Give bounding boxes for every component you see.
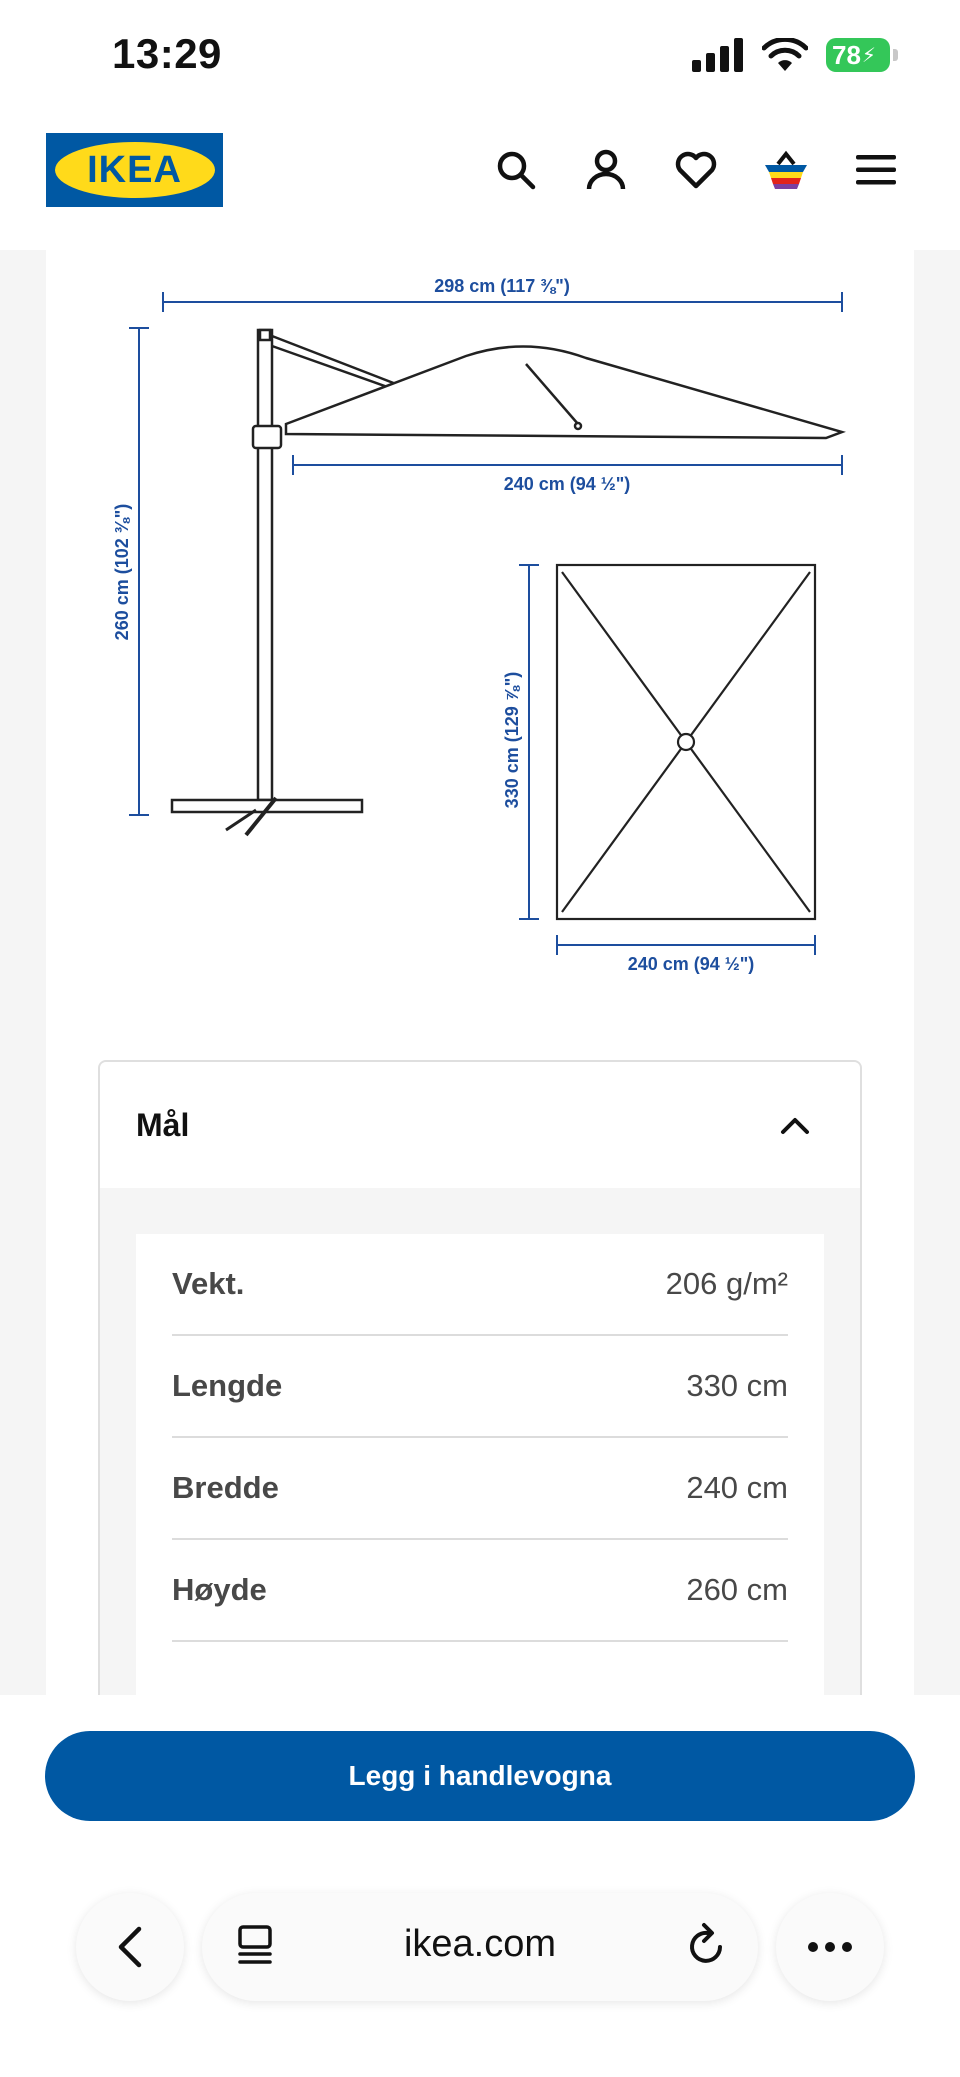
accordion-header[interactable]	[100, 1062, 860, 1188]
add-to-cart-bar	[0, 1695, 960, 1850]
label-canopy-width: 240 cm (94 ½")	[503, 474, 631, 494]
dimension-row-height	[172, 1540, 788, 1642]
umbrella-top-view	[557, 565, 815, 919]
search-icon	[494, 148, 538, 192]
dimensions-accordion	[98, 1060, 862, 1762]
dimensions-list	[136, 1234, 824, 1762]
wifi-icon	[762, 38, 808, 72]
logo-text: IKEA	[87, 148, 182, 191]
product-content	[46, 250, 914, 1695]
accordion-title: Mål	[136, 1106, 190, 1143]
search-button[interactable]	[492, 146, 540, 194]
ikea-logo[interactable]	[46, 133, 223, 207]
status-time: 13:29	[112, 30, 222, 77]
dimension-value: 206 g/m²	[665, 1266, 788, 1301]
charging-bolt-icon: ⚡	[861, 44, 876, 67]
hamburger-menu-icon	[856, 153, 896, 187]
user-icon	[584, 148, 628, 192]
dimension-label: Høyde	[172, 1572, 267, 1607]
heart-icon	[674, 148, 718, 192]
dimension-value: 330 cm	[686, 1368, 788, 1403]
dimension-row-length	[172, 1336, 788, 1438]
menu-button[interactable]	[852, 146, 900, 194]
dimension-row-weight	[172, 1234, 788, 1336]
url-text: ikea.com	[403, 1923, 557, 1965]
battery-level: 78	[832, 39, 861, 70]
label-height: 260 cm (102 ⅜")	[112, 503, 132, 641]
status-bar	[0, 0, 960, 110]
label-width-top: 298 cm (117 ⅜")	[434, 276, 570, 296]
more-options-button[interactable]	[776, 1893, 884, 2001]
site-header	[0, 110, 960, 250]
dimension-label: Lengde	[172, 1368, 283, 1403]
dimension-value: 240 cm	[686, 1470, 788, 1505]
browser-toolbar	[0, 1850, 960, 2077]
logo-oval	[55, 142, 215, 198]
cart-button[interactable]	[762, 146, 810, 194]
chevron-left-icon	[115, 1925, 145, 1969]
wishlist-button[interactable]	[672, 146, 720, 194]
add-to-cart-button[interactable]: Legg i handlevogna	[45, 1731, 915, 1821]
signal-icon	[692, 38, 744, 72]
back-button[interactable]	[76, 1893, 184, 2001]
label-top-view-width: 240 cm (94 ½")	[627, 954, 755, 974]
battery-indicator	[826, 38, 890, 72]
address-bar[interactable]	[202, 1893, 758, 2001]
header-icons	[492, 146, 900, 194]
reload-icon[interactable]	[684, 1921, 728, 1969]
ellipsis-icon	[807, 1941, 853, 1953]
dimension-label: Bredde	[172, 1470, 279, 1505]
dimension-row-width	[172, 1438, 788, 1540]
profile-button[interactable]	[582, 146, 630, 194]
dimension-diagram	[46, 250, 914, 1030]
dimension-label: Vekt.	[172, 1266, 245, 1301]
dimension-value: 260 cm	[686, 1572, 788, 1607]
label-top-view-length: 330 cm (129 ⅞")	[502, 671, 522, 809]
status-icons	[692, 38, 890, 72]
shopping-bag-icon	[762, 148, 810, 192]
chevron-up-icon	[780, 1115, 810, 1135]
battery-cap	[893, 49, 898, 61]
